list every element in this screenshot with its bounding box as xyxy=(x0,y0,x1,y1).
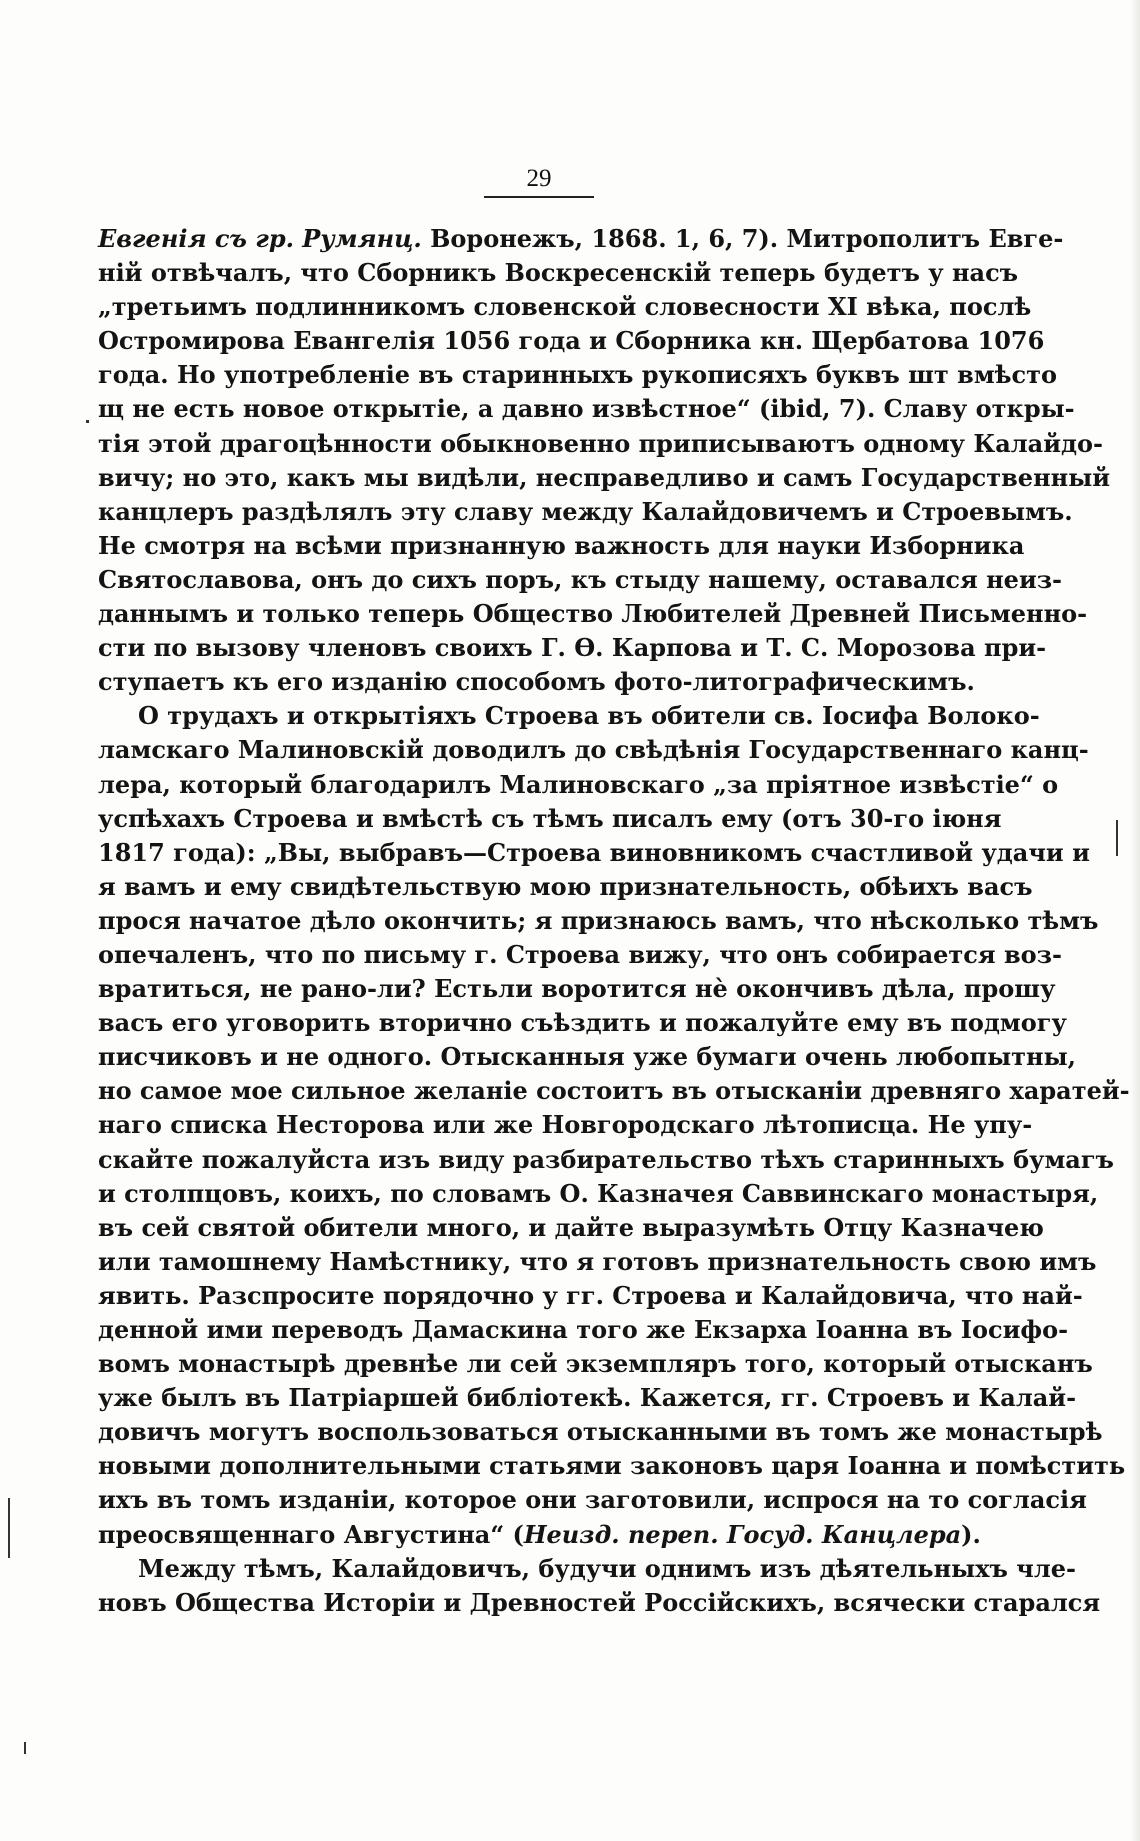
text-segment: я вамъ и ему свидѣтельствую мою признательность, обѣихъ васъ xyxy=(98,871,1033,901)
text-segment: ній отвѣчалъ, что Сборникъ Воскресенскій теперь будетъ у насъ xyxy=(98,258,1019,288)
text-line xyxy=(98,1586,1101,1620)
text-segment: вичу; но это, какъ мы видѣли, несправедливо и самъ Государственный xyxy=(98,462,1111,492)
text-segment: ламскаго Малиновскій доводилъ до свѣдѣнія Государственнаго канц- xyxy=(98,735,1089,765)
text-line xyxy=(98,802,1002,836)
text-segment: канцлеръ раздѣлялъ эту славу между Калайдовичемъ и Строевымъ. xyxy=(98,496,1073,526)
margin-mark xyxy=(1116,820,1118,856)
text-line xyxy=(98,563,1063,597)
text-line xyxy=(98,256,1019,290)
text-line xyxy=(98,1518,981,1552)
text-segment: денной ими переводъ Дамаскина того же Екзарха Іоанна въ Іосифо- xyxy=(98,1315,1069,1344)
text-segment: но самое мое сильное желаніе состоитъ въ отысканіи древняго харатей- xyxy=(98,1076,1130,1106)
text-line xyxy=(98,495,1073,529)
scan-edge xyxy=(1130,0,1140,1841)
text-segment: 1817 года): „Вы, выбравъ—Строева виновникомъ счастливой удачи и xyxy=(98,837,1090,867)
text-segment: или тамошнему Намѣстнику, что я готовъ признательность свою имъ xyxy=(98,1246,1097,1276)
text-segment: и столпцовъ, коихъ, по словамъ О. Казначея Саввинскаго монастыря, xyxy=(98,1178,1099,1208)
text-line xyxy=(98,222,1064,256)
text-line xyxy=(98,1211,1044,1245)
text-line xyxy=(98,1074,1130,1108)
text-segment: опечаленъ, что по письму г. Строева вижу, что онъ собирается воз- xyxy=(98,939,1062,969)
text-segment: даннымъ и только теперь Общество Любителей Древней Письменно- xyxy=(98,599,1088,629)
text-segment: сти по вызову членовъ своихъ Г. Ѳ. Карпова и Т. С. Морозова при- xyxy=(98,633,1047,663)
text-segment: явить. Разспросите порядочно у гг. Строева и Калайдовича, что най- xyxy=(98,1280,1083,1310)
text-segment: ихъ въ томъ изданіи, которое они заготовили, испрося на то согласія xyxy=(98,1485,1087,1515)
text-line xyxy=(98,1483,1087,1517)
text-line xyxy=(98,665,975,699)
text-line xyxy=(98,1347,1093,1381)
text-segment: вомъ монастырѣ древнѣе ли сей экземпляръ того, который отысканъ xyxy=(98,1349,1093,1379)
text-segment: писчиковъ и не одного. Отысканныя уже бумаги очень любопытны, xyxy=(98,1042,1077,1072)
text-line xyxy=(98,290,1032,324)
text-line xyxy=(98,972,1056,1006)
text-line xyxy=(98,1245,1097,1279)
text-line xyxy=(98,768,1059,802)
text-segment: уже былъ въ Патріаршей библіотекѣ. Кажется, гг. Строевъ и Калай- xyxy=(98,1383,1077,1413)
italic-citation: Евгенія съ гр. Румянц. xyxy=(98,224,422,253)
text-segment: ступаетъ къ его изданію способомъ фото-литографическимъ. xyxy=(98,667,975,697)
text-line xyxy=(98,1143,1114,1177)
text-segment: Святославова, онъ до сихъ поръ, къ стыду нашему, оставался неиз- xyxy=(98,564,1063,594)
text-line xyxy=(98,938,1062,972)
text-segment: тія этой драгоцѣнности обыкновенно приписываютъ одному Калайдо- xyxy=(98,428,1103,458)
text-line xyxy=(98,1006,1067,1040)
page-number-rule xyxy=(484,196,594,198)
text-line xyxy=(98,1040,1077,1074)
text-segment: васъ его уговорить вторично съѣздить и пожалуйте ему въ подмогу xyxy=(98,1008,1067,1038)
text-line xyxy=(98,1381,1077,1415)
text-line xyxy=(98,631,1047,665)
text-segment: успѣхахъ Строева и вмѣстѣ съ тѣмъ писалъ ему (отъ 30-го іюня xyxy=(98,803,1002,833)
text-line xyxy=(98,358,1058,392)
text-line xyxy=(98,597,1088,631)
text-segment: новыми дополнительными статьями законовъ царя Іоанна и помѣстить xyxy=(98,1451,1126,1481)
page-number: 29 xyxy=(526,165,552,192)
margin-mark xyxy=(24,1742,26,1754)
text-segment: ). xyxy=(961,1519,981,1549)
text-line xyxy=(98,1552,1077,1586)
text-segment: О трудахъ и открытіяхъ Строева въ обители св. Іосифа Волоко- xyxy=(138,701,1040,731)
text-segment: Не смотря на всѣми признанную важность для науки Изборника xyxy=(98,530,1025,560)
text-line xyxy=(98,1177,1099,1211)
text-line xyxy=(98,904,1099,938)
text-segment: въ сей святой обители много, и дайте выразумѣть Отцу Казначею xyxy=(98,1212,1044,1242)
text-line xyxy=(98,461,1111,495)
text-segment: преосвященнаго Августина“ ( xyxy=(98,1519,524,1549)
margin-mark xyxy=(86,420,89,423)
text-segment: новъ Общества Исторіи и Древностей Россійскихъ, всячески старался xyxy=(98,1587,1101,1617)
text-line xyxy=(98,1279,1083,1313)
text-line xyxy=(98,529,1025,563)
italic-citation: Неизд. переп. Госуд. Канцлера xyxy=(523,1519,962,1549)
text-line xyxy=(98,870,1033,904)
text-line xyxy=(98,1415,1103,1449)
text-segment: прося начатое дѣло окончить; я признаюсь вамъ, что нѣсколько тѣмъ xyxy=(98,905,1099,935)
text-segment: лера, который благодарилъ Малиновскаго „за пріятное извѣстіе“ о xyxy=(98,769,1059,799)
text-line xyxy=(98,1449,1126,1483)
text-line xyxy=(98,392,1075,426)
text-segment: года. Но употребленіе въ старинныхъ рукописяхъ буквъ шт вмѣсто xyxy=(98,360,1058,390)
text-line xyxy=(98,324,1045,358)
text-segment: Между тѣмъ, Калайдовичъ, будучи однимъ изъ дѣятельныхъ чле- xyxy=(138,1553,1077,1583)
text-segment: вратиться, не рано-ли? Естьли воротится нѐ окончивъ дѣла, прошу xyxy=(98,974,1056,1004)
margin-mark xyxy=(8,1498,10,1558)
text-segment: довичъ могутъ воспользоваться отысканными въ томъ же монастырѣ xyxy=(98,1417,1103,1447)
text-segment: скайте пожалуйста изъ виду разбирательство тѣхъ старинныхъ бумагъ xyxy=(98,1144,1114,1174)
text-line xyxy=(98,699,1040,733)
text-line xyxy=(98,427,1103,461)
text-segment: Остромирова Евангелія 1056 года и Сборника кн. Щербатова 1076 xyxy=(98,326,1045,356)
body-text xyxy=(98,222,1130,1620)
text-segment: щ не есть новое открытіе, а давно извѣстное“ (ibid, 7). Славу откры- xyxy=(98,394,1075,424)
text-line xyxy=(98,733,1089,767)
text-segment: Воронежъ, 1868. 1, 6, 7). Митрополитъ Евге- xyxy=(421,224,1064,253)
text-segment: наго списка Несторова или же Новгородскаго лѣтописца. Не упу- xyxy=(98,1110,1033,1140)
text-segment: „третьимъ подлинникомъ словенской словесности XI вѣка, послѣ xyxy=(98,292,1032,322)
text-line xyxy=(98,1313,1069,1347)
text-line xyxy=(98,1108,1033,1142)
text-line xyxy=(98,836,1090,870)
